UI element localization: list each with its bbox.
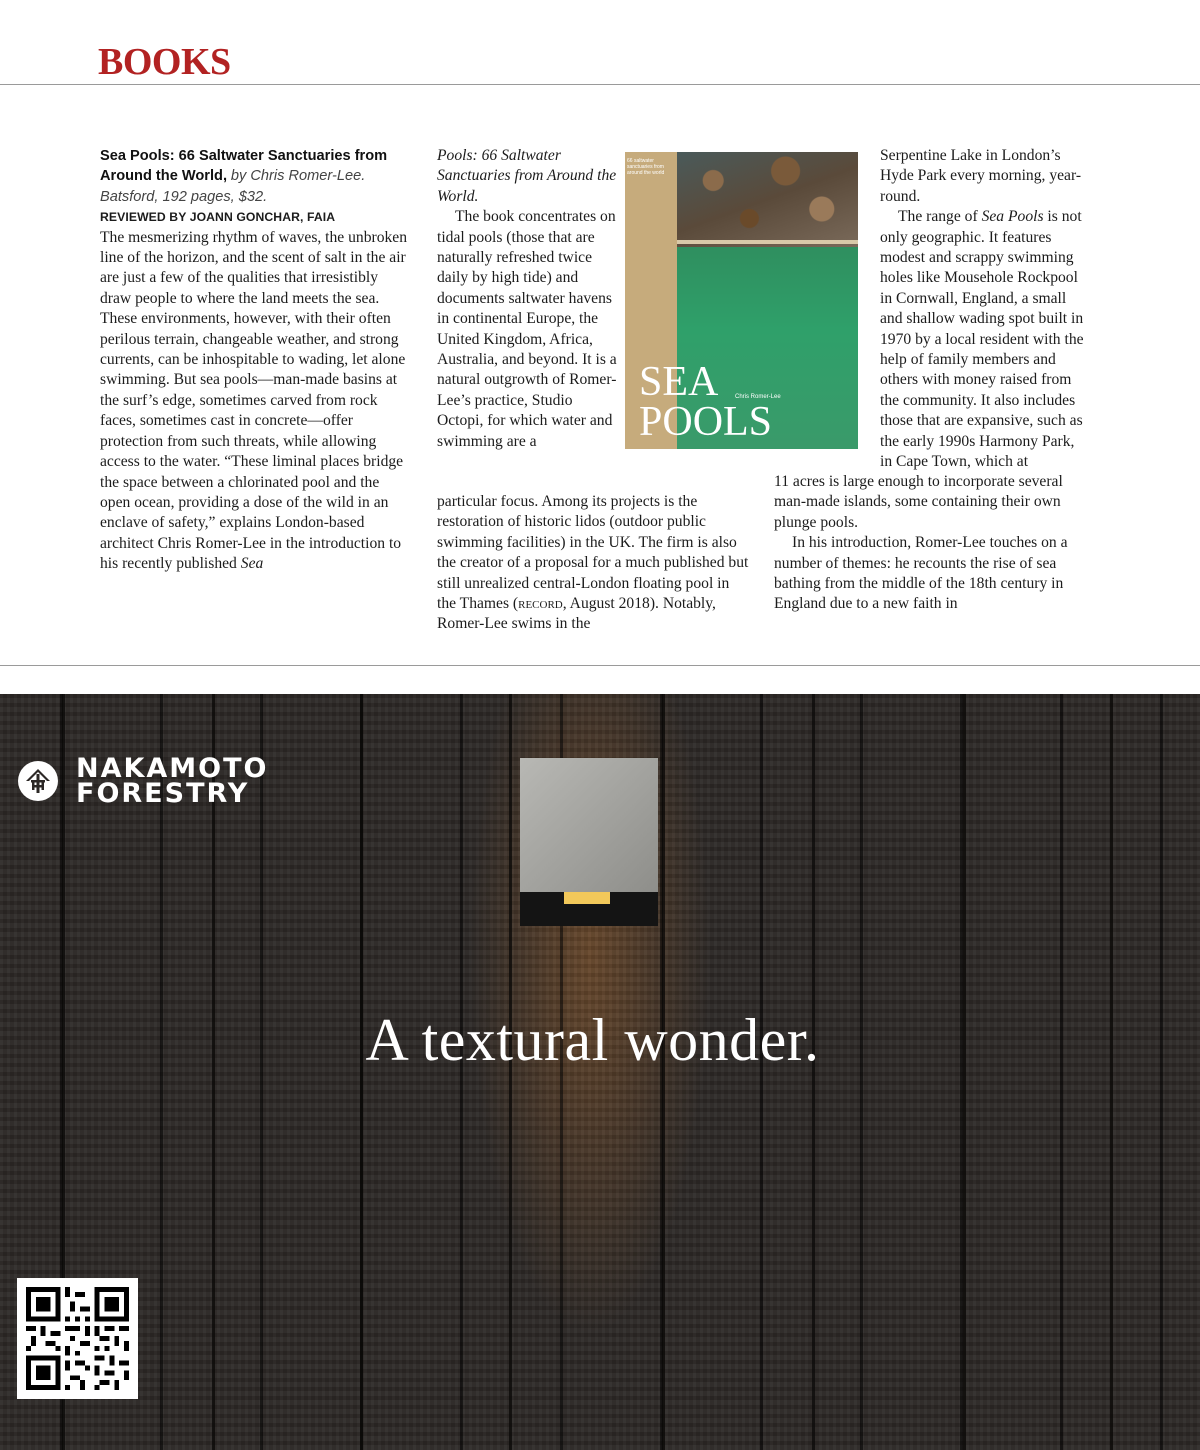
cover-title (639, 359, 773, 445)
review-paragraph-4-cont: 11 acres is large enough to incorporate several man-made islands, some containing their own plunge pools. (774, 473, 1063, 531)
column-1 (100, 146, 412, 575)
nakamoto-forestry-logo-icon (18, 761, 58, 801)
review-italic: Sea (240, 555, 264, 573)
review-paragraph-2: The book concentrates on tidal pools (those that are naturally refreshed twice daily by high tide) and documents saltwater havens in continental Europe, the United Kingdom, Africa, Australia, and beyond. It is a natural outgrowth of Romer-Lee’s practice, Studio Octopi, for which water and swimming are a (437, 208, 617, 450)
column-2 (437, 146, 617, 452)
brand-logo[interactable] (18, 753, 269, 809)
column-3 (880, 146, 1084, 473)
book-title: Sea Pools: 66 Saltwater Sanctuaries from Around the World, (100, 148, 388, 185)
review-paragraph-3: Serpentine Lake in London’s Hyde Park every morning, year-round. (880, 147, 1082, 205)
cover-title-line-2: POOLS (639, 399, 773, 445)
review-paragraph-5: In his introduction, Romer-Lee touches on a number of themes: he recounts the rise of sea bathing from the middle of the 18th century in England due to a new faith in (774, 534, 1068, 613)
book-citation (100, 146, 412, 207)
review-text: is not only geographic. It features modest and scrappy swimming holes like Mousehole Rockpool in Cornwall, England, a small and shallow wading spot built in 1970 by a local resident with the help of family members and others with money raised from the community. It also includes those that are expansive, such as the early 1990s Harmony Park, in Cape Town, which at (880, 208, 1084, 471)
review-text: particular focus. Among its projects is the restoration of historic lidos (outdoor public swimming facilities) in the UK. The firm is also the creator of a proposal for a much published but still unrealized central-London floating pool in the Thames ( (437, 493, 749, 613)
section-heading: BOOKS (98, 41, 231, 83)
record-small-caps: record (518, 595, 563, 613)
cover-subtitle: 66 saltwater sanctuaries from around the world (627, 158, 665, 176)
brand-name (76, 753, 269, 809)
cover-author: Chris Romer-Lee (735, 394, 781, 400)
review-text: The range of (898, 208, 978, 226)
cover-rocks (677, 152, 858, 247)
cover-title-line-1: SEA (639, 359, 719, 405)
qr-code-icon[interactable] (17, 1278, 138, 1399)
top-divider (0, 84, 1200, 85)
review-text: The mesmerizing rhythm of waves, the unbroken line of the horizon, and the scent of salt in the air are just a few of the qualities that irresistibly draw people to where the land meets the sea. These environments, however, with their often perilous terrain, changeable weather, and strong currents, can be inhospitable to wading, let alone swimming. But sea pools—man-made basins at the surf’s edge, sometimes carved from rock faces, sometimes cast in concrete—offer protection from such threats, while allowing access to the water. “These liminal places bridge the space between a chlorinated pool and the open ocean, providing a dose of the wild in an enclave of safety,” explains London-based architect Chris Romer-Lee in the introduction to his recently published (100, 228, 408, 573)
wall-lamp (520, 758, 658, 926)
review-paragraph-2-cont (437, 492, 749, 635)
column-3-wide (774, 472, 1086, 615)
cover-pool-edge (677, 240, 858, 244)
book-publisher: Batsford, 192 pages, $32. (100, 188, 268, 205)
column-2-wide (437, 492, 749, 635)
brand-line-2: FORESTRY (76, 778, 250, 809)
review-paragraph-4 (880, 207, 1084, 472)
review-text: , August 2018). Notably, Romer-Lee swims in the (437, 595, 716, 633)
reviewer-byline: REVIEWED BY JOANN GONCHAR, FAIA (100, 210, 336, 225)
mid-divider (0, 665, 1200, 666)
review-paragraph-1 (100, 228, 412, 575)
book-cover-image (625, 152, 858, 449)
book-title-italic: Pools: 66 Saltwater Sanctuaries from Around the World. (437, 147, 617, 205)
review-continuation (437, 146, 617, 207)
lamp-housing (520, 758, 658, 892)
book-title-italic: Sea Pools (981, 208, 1044, 226)
brand-line-1: NAKAMOTO (76, 753, 269, 784)
advertisement (0, 694, 1200, 1450)
book-author: by Chris Romer-Lee. (230, 168, 366, 185)
lamp-light (564, 892, 610, 904)
ad-tagline: A textural wonder. (365, 1007, 820, 1073)
